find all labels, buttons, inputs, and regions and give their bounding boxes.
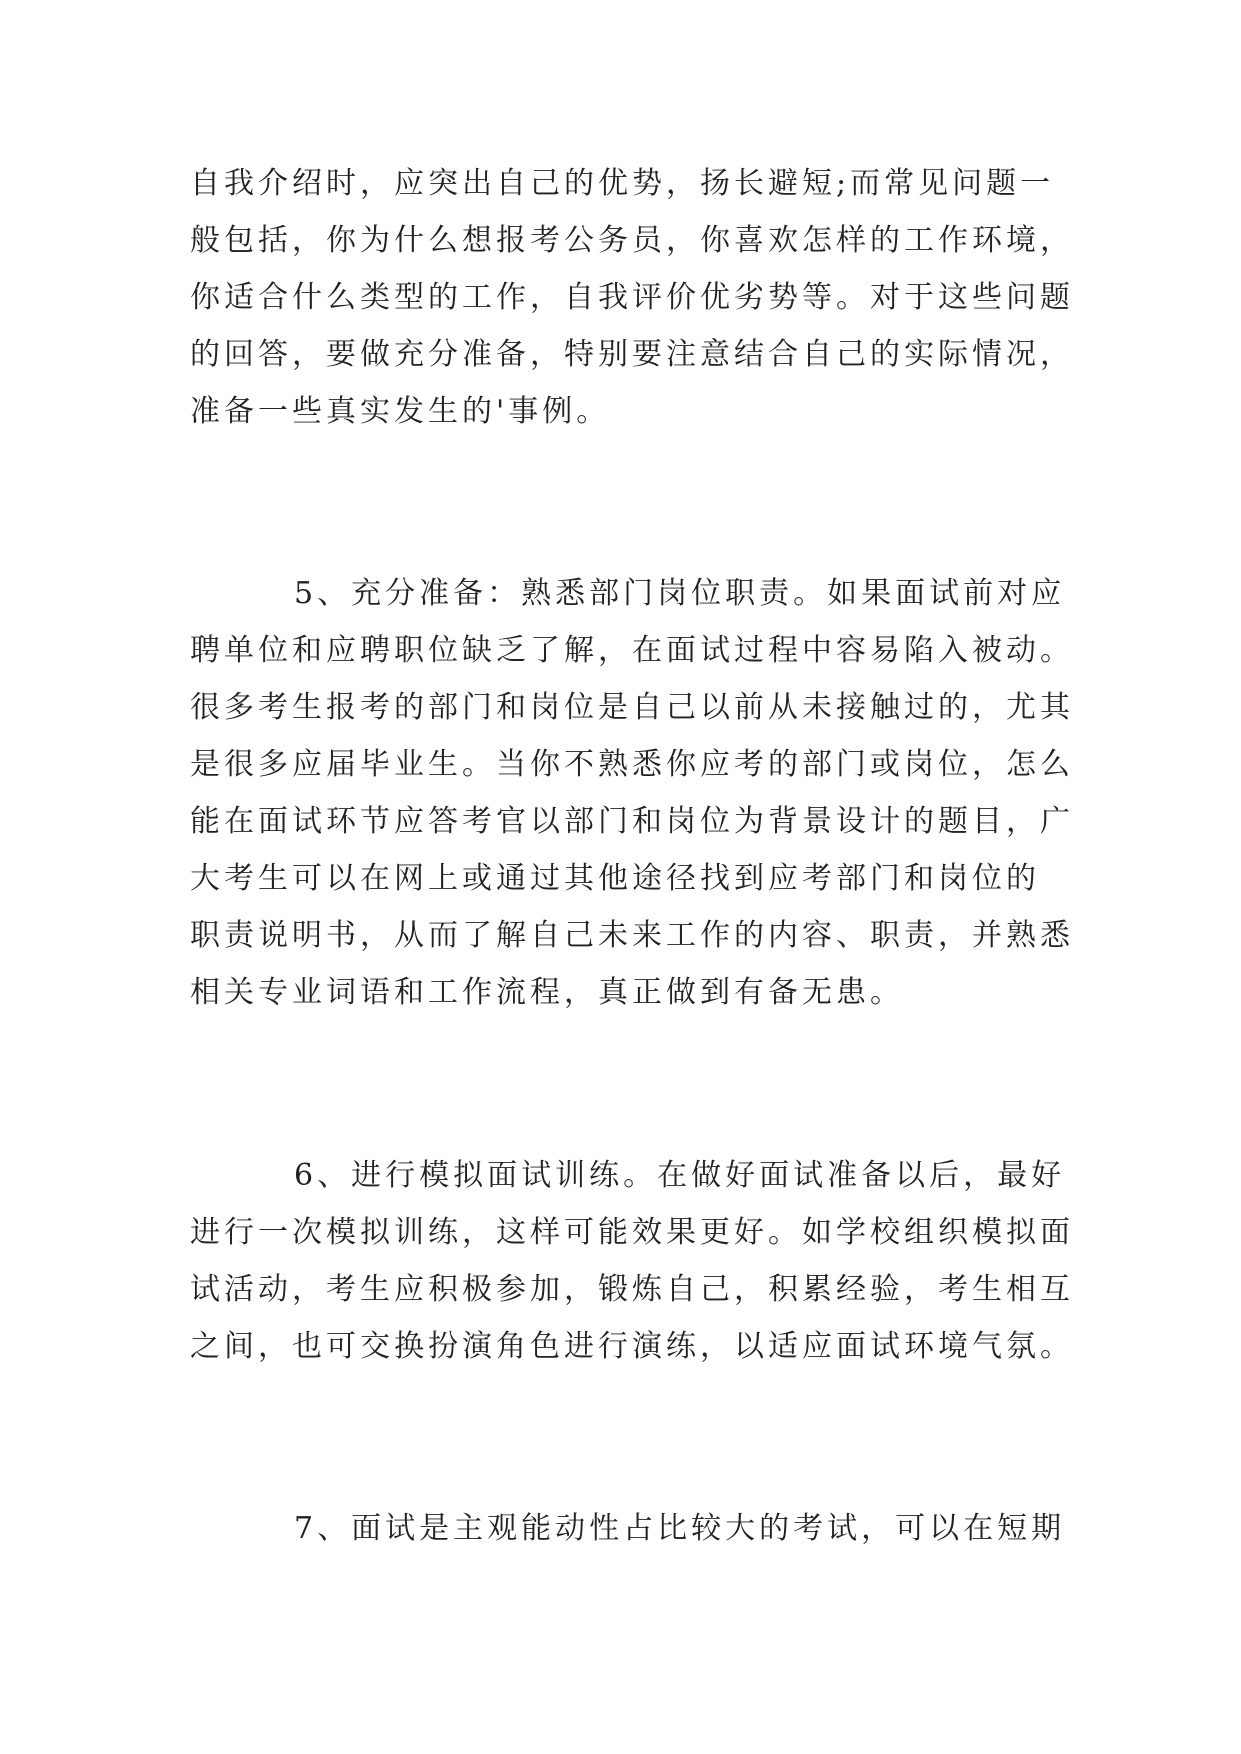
text-line: 能在面试环节应答考官以部门和岗位为背景设计的题目，广 (190, 804, 1074, 839)
text-line: 是很多应届毕业生。当你不熟悉你应考的部门或岗位，怎么 (190, 747, 1074, 782)
text-line-first: 5、充分准备：熟悉部门岗位职责。如果面试前对应 (294, 576, 1066, 611)
text-line: 般包括，你为什么想报考公务员，你喜欢怎样的工作环境， (190, 223, 1074, 258)
text-line: 你适合什么类型的工作，自我评价优劣势等。对于这些问题 (190, 280, 1074, 315)
text-line: 进行一次模拟训练，这样可能效果更好。如学校组织模拟面 (190, 1215, 1074, 1250)
text-line-first: 6、进行模拟面试训练。在做好面试准备以后，最好 (294, 1158, 1066, 1193)
text-line: 职责说明书，从而了解自己未来工作的内容、职责，并熟悉 (190, 918, 1074, 953)
text-line: 相关专业词语和工作流程，真正做到有备无患。 (190, 975, 904, 1010)
paragraph-item-6 (190, 1147, 1074, 1375)
text-line: 的回答，要做充分准备，特别要注意结合自己的实际情况， (190, 337, 1074, 372)
paragraph-item-7 (190, 1500, 1066, 1557)
text-line: 试活动，考生应积极参加，锻炼自己，积累经验，考生相互 (190, 1272, 1074, 1307)
text-line: 大考生可以在网上或通过其他途径找到应考部门和岗位的 (190, 861, 1040, 896)
text-line: 准备一些真实发生的'事例。 (190, 394, 611, 429)
text-line: 很多考生报考的部门和岗位是自己以前从未接触过的，尤其 (190, 690, 1074, 725)
text-line: 聘单位和应聘职位缺乏了解，在面试过程中容易陷入被动。 (190, 633, 1074, 668)
paragraph-self-introduction (190, 155, 1074, 440)
text-line: 之间，也可交换扮演角色进行演练，以适应面试环境气氛。 (190, 1329, 1074, 1364)
paragraph-item-5 (190, 565, 1074, 1021)
text-line: 自我介绍时，应突出自己的优势，扬长避短;而常见问题一 (190, 166, 1055, 201)
text-line-first: 7、面试是主观能动性占比较大的考试，可以在短期 (294, 1511, 1066, 1546)
